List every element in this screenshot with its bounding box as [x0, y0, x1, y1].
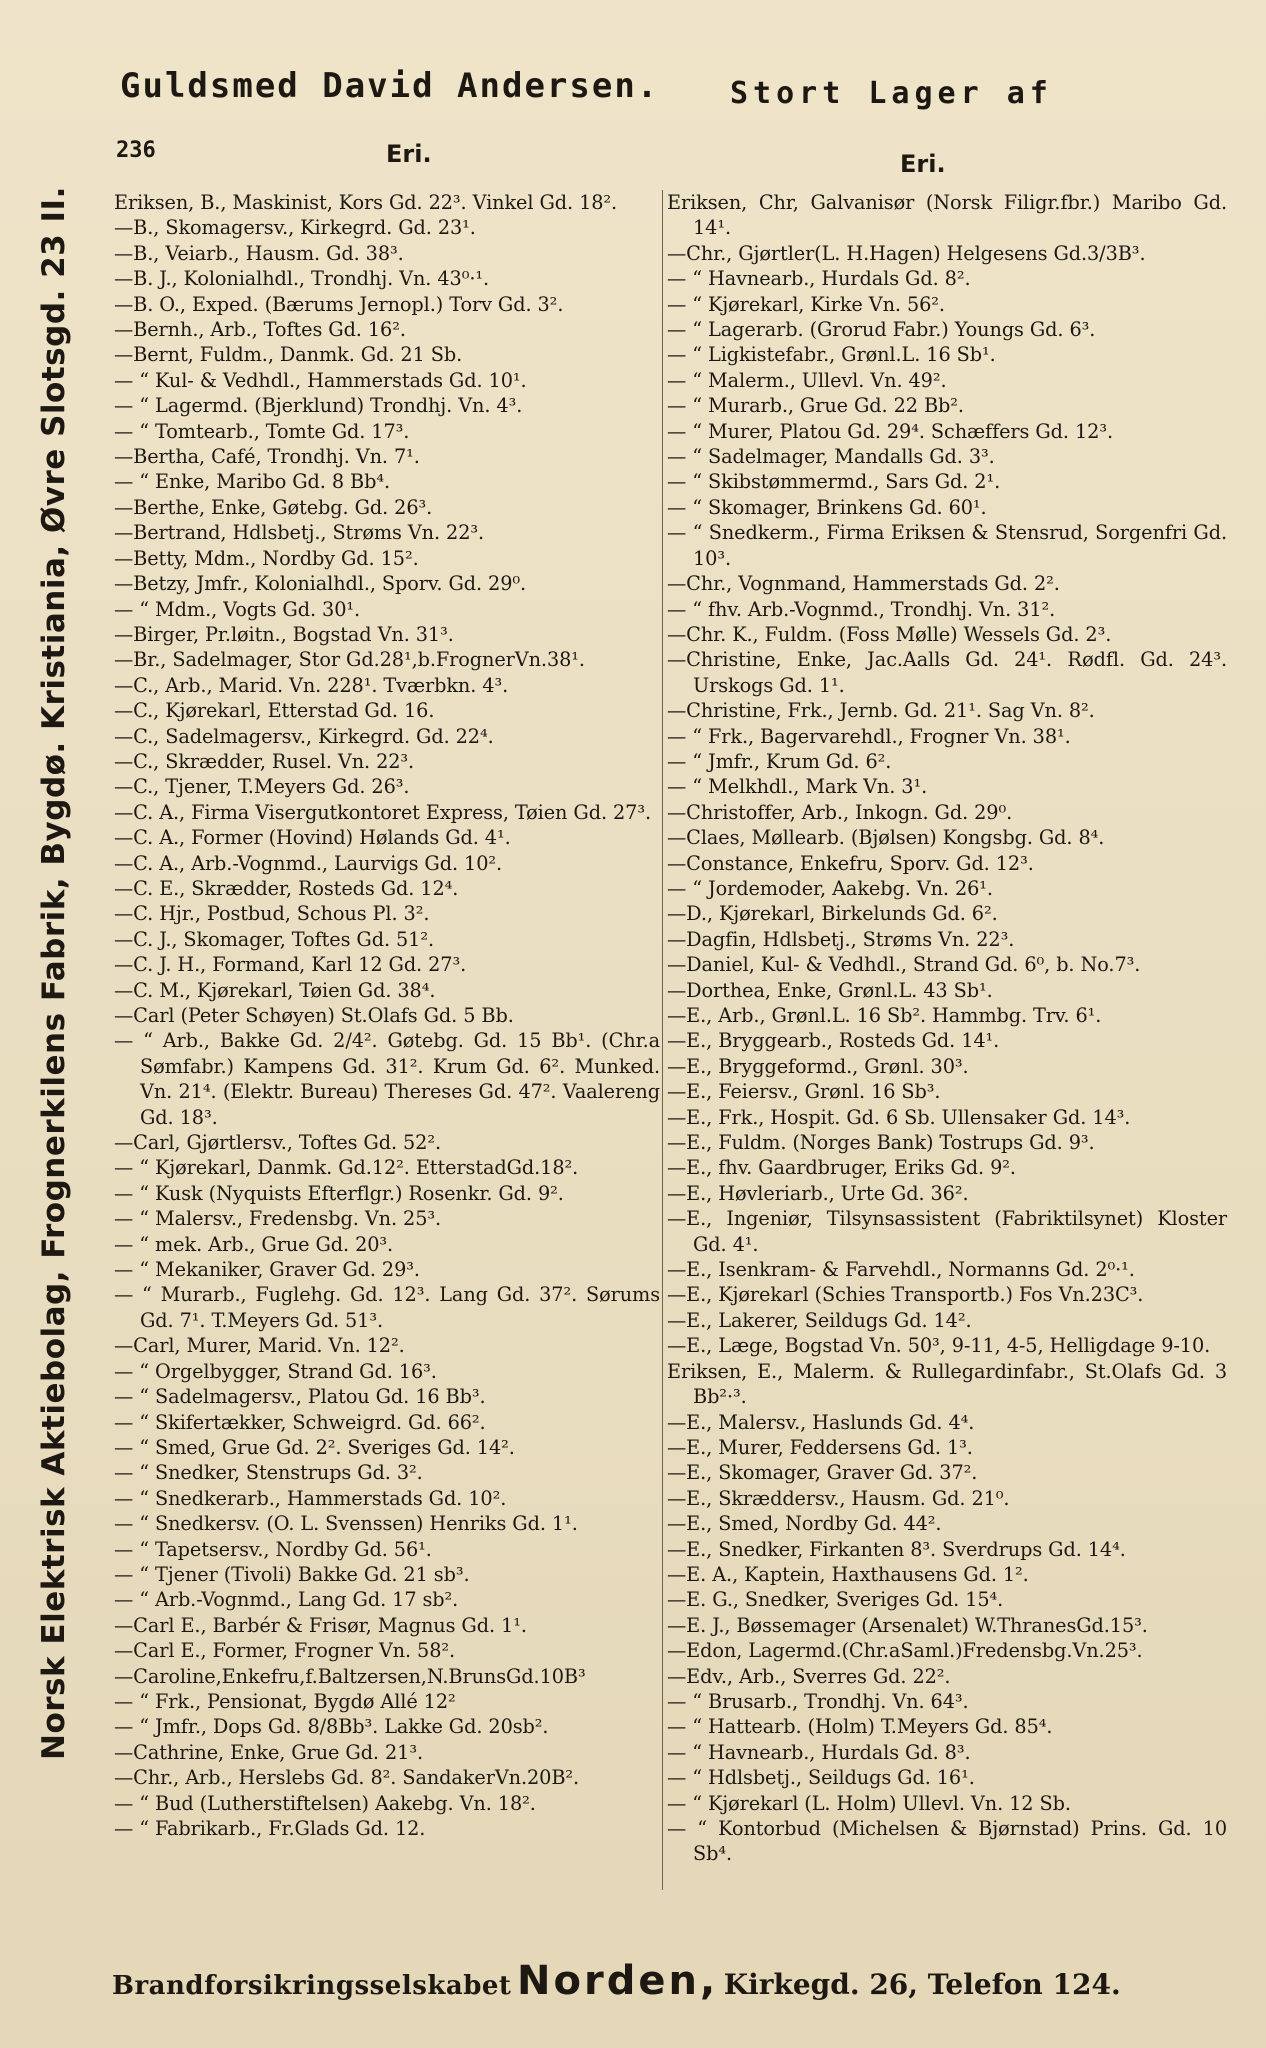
directory-entry: —E., Snedker, Firkanten 8³. Sverdrups Gd. 14⁴. — [667, 1537, 1126, 1561]
page-number: 236 — [116, 138, 156, 163]
directory-entry: —Chr., Arb., Herslebs Gd. 8². SandakerVn.20B². — [114, 1766, 580, 1790]
directory-entry: — “ Smed, Grue Gd. 2². Sveriges Gd. 14². — [114, 1435, 515, 1459]
directory-entry: — “ Frk., Bagervarehdl., Frogner Vn. 38¹. — [667, 724, 1071, 748]
directory-entry: — “ mek. Arb., Grue Gd. 20³. — [114, 1232, 394, 1256]
directory-entry: —E., Ingeniør, Tilsynsassistent (Fabriktilsynet) Kloster Gd. 4¹. — [667, 1207, 1227, 1256]
directory-entry: —E., Læge, Bogstad Vn. 50³, 9-11, 4-5, Helligdage 9-10. — [667, 1334, 1211, 1358]
directory-entry: — “ Melkhdl., Mark Vn. 3¹. — [667, 775, 928, 799]
directory-entry: —Birger, Pr.løitn., Bogstad Vn. 31³. — [114, 622, 454, 646]
directory-entry: —E. G., Snedker, Sveriges Gd. 15⁴. — [667, 1588, 1004, 1612]
directory-entry: Eriksen, B., Maskinist, Kors Gd. 22³. Vinkel Gd. 18². — [114, 191, 618, 214]
directory-entry: —Edon, Lagermd.(Chr.aSaml.)Fredensbg.Vn.25³. — [667, 1639, 1143, 1663]
directory-entry: — “ Kul- & Vedhdl., Hammerstads Gd. 10¹. — [114, 368, 527, 392]
directory-entry: —E. A., Kaptein, Haxthausens Gd. 1². — [667, 1562, 1029, 1586]
directory-entry: —Dagfin, Hdlsbetj., Strøms Vn. 22³. — [667, 927, 1015, 951]
directory-entry: — “ Kjørekarl, Kirke Vn. 56². — [667, 292, 945, 316]
directory-entry: —Christine, Frk., Jernb. Gd. 21¹. Sag Vn. 8². — [667, 699, 1095, 723]
directory-entry: — “ Lagermd. (Bjerklund) Trondhj. Vn. 4³. — [114, 394, 523, 418]
directory-entry: — “ Enke, Maribo Gd. 8 Bb⁴. — [114, 470, 391, 494]
directory-entry: — “ Murarb., Fuglehg. Gd. 12³. Lang Gd. 37². Sørums Gd. 7¹. T.Meyers Gd. 51³. — [114, 1283, 660, 1332]
directory-entry: — “ Jordemoder, Aakebg. Vn. 26¹. — [667, 876, 993, 900]
directory-entry: —Bertha, Café, Trondhj. Vn. 7¹. — [114, 445, 420, 469]
directory-entry: — “ Orgelbygger, Strand Gd. 16³. — [114, 1359, 437, 1383]
directory-entry: — “ Bud (Lutherstiftelsen) Aakebg. Vn. 18². — [114, 1791, 536, 1815]
directory-entry: —C. A., Firma Visergutkontoret Express, Tøien Gd. 27³. — [114, 800, 651, 824]
directory-entry: — “ Skifertækker, Schweigrd. Gd. 66². — [114, 1410, 486, 1434]
directory-entry: —Christine, Enke, Jac.Aalls Gd. 24¹. Rødfl. Gd. 24³. Urskogs Gd. 1¹. — [667, 648, 1227, 697]
directory-entry: —E., Feiersv., Grønl. 16 Sb³. — [667, 1080, 941, 1104]
directory-entry: —D., Kjørekarl, Birkelunds Gd. 6². — [667, 902, 998, 926]
directory-entry: —Cathrine, Enke, Grue Gd. 21³. — [114, 1740, 423, 1764]
directory-entry: —Bernt, Fuldm., Danmk. Gd. 21 Sb. — [114, 343, 463, 367]
directory-entry: —E. J., Bøssemager (Arsenalet) W.ThranesGd.15³. — [667, 1613, 1148, 1637]
directory-entry: — “ Snedkersv. (O. L. Svenssen) Henriks Gd. 1¹. — [114, 1512, 578, 1536]
directory-entry: —Bernh., Arb., Toftes Gd. 16². — [114, 318, 406, 342]
footer-ad-address: Kirkegd. 26, Telefon 124. — [723, 1968, 1121, 2001]
directory-entry: —E., Kjørekarl (Schies Transportb.) Fos Vn.23C³. — [667, 1283, 1144, 1307]
directory-entry: —Daniel, Kul- & Vedhdl., Strand Gd. 6⁰, b. No.7³. — [667, 953, 1141, 977]
directory-entry: — “ Skomager, Brinkens Gd. 60¹. — [667, 495, 987, 519]
directory-entry: —C. J. H., Formand, Karl 12 Gd. 27³. — [114, 953, 467, 977]
directory-entry: —Chr. K., Fuldm. (Foss Mølle) Wessels Gd. 2³. — [667, 622, 1112, 646]
column-divider — [662, 190, 663, 1890]
directory-entry: —Betty, Mdm., Nordby Gd. 15². — [114, 546, 419, 570]
directory-entry: —C. E., Skrædder, Rosteds Gd. 12⁴. — [114, 876, 459, 900]
directory-entry: —B. J., Kolonialhdl., Trondhj. Vn. 43⁰·¹. — [114, 267, 490, 291]
directory-entry: — “ Murarb., Grue Gd. 22 Bb². — [667, 394, 964, 418]
directory-entry: —C., Tjener, T.Meyers Gd. 26³. — [114, 775, 410, 799]
directory-entry: —Carl, Murer, Marid. Vn. 12². — [114, 1334, 405, 1358]
directory-entry: —B., Veiarb., Hausm. Gd. 38³. — [114, 241, 404, 265]
directory-entry: —Carl (Peter Schøyen) St.Olafs Gd. 5 Bb. — [114, 1004, 514, 1027]
directory-entry: —E., Lakerer, Seildugs Gd. 14². — [667, 1308, 972, 1332]
directory-entry: —Edv., Arb., Sverres Gd. 22². — [667, 1664, 951, 1688]
directory-entry: —Caroline,Enkefru,f.Baltzersen,N.BrunsGd.10B³ — [114, 1664, 586, 1688]
directory-entry: —Claes, Møllearb. (Bjølsen) Kongsbg. Gd. 8⁴. — [667, 826, 1105, 850]
directory-entry: —Berthe, Enke, Gøtebg. Gd. 26³. — [114, 495, 433, 519]
directory-entry: —Betzy, Jmfr., Kolonialhdl., Sporv. Gd. 29⁰. — [114, 572, 527, 596]
directory-entry: — “ Malersv., Fredensbg. Vn. 25³. — [114, 1207, 442, 1231]
header-ad-right: Stort Lager af — [730, 76, 1053, 111]
directory-entry: —C. Hjr., Postbud, Schous Pl. 3². — [114, 902, 430, 926]
directory-entry: — “ Tapetsersv., Nordby Gd. 56¹. — [114, 1537, 432, 1561]
header-advertisement — [120, 66, 1180, 111]
directory-entry: —C., Sadelmagersv., Kirkegrd. Gd. 22⁴. — [114, 724, 494, 748]
directory-entry: —C., Skrædder, Rusel. Vn. 22³. — [114, 749, 415, 773]
directory-entry: — “ Mdm., Vogts Gd. 30¹. — [114, 597, 361, 621]
directory-entry: —Chr., Gjørtler(L. H.Hagen) Helgesens Gd.3/3B³. — [667, 241, 1146, 265]
directory-entry: Eriksen, E., Malerm. & Rullegardinfabr., St.Olafs Gd. 3 Bb²·³. — [667, 1359, 1227, 1409]
directory-entry: Eriksen, Chr, Galvanisør (Norsk Filigr.fbr.) Maribo Gd. 14¹. — [667, 191, 1227, 240]
directory-entry: — “ Malerm., Ullevl. Vn. 49². — [667, 368, 947, 392]
directory-entry: —Br., Sadelmager, Stor Gd.28¹,b.FrognerVn.38¹. — [114, 648, 585, 672]
directory-entry: —E., Smed, Nordby Gd. 44². — [667, 1512, 942, 1536]
directory-entry: — “ Kjørekarl, Danmk. Gd.12². EtterstadGd.18². — [114, 1156, 579, 1180]
directory-entry: — “ Snedkerarb., Hammerstads Gd. 10². — [114, 1486, 507, 1510]
directory-entry: —Carl E., Former, Frogner Vn. 58². — [114, 1639, 456, 1663]
directory-entry: — “ Hattearb. (Holm) T.Meyers Gd. 85⁴. — [667, 1715, 1053, 1739]
directory-entry: — “ Brusarb., Trondhj. Vn. 64³. — [667, 1689, 969, 1713]
directory-entry: —C., Kjørekarl, Etterstad Gd. 16. — [114, 699, 435, 723]
directory-entry: — “ Murer, Platou Gd. 29⁴. Schæffers Gd. 12³. — [667, 419, 1113, 443]
running-head-right: Eri. — [900, 150, 946, 178]
directory-entry: —E., Bryggearb., Rosteds Gd. 14¹. — [667, 1029, 1000, 1053]
directory-entry: — “ Ligkistefabr., Grønl.L. 16 Sb¹. — [667, 343, 996, 367]
directory-entry: —E., Bryggeformd., Grønl. 30³. — [667, 1054, 969, 1078]
directory-entry: — “ Fabrikarb., Fr.Glads Gd. 12. — [114, 1817, 426, 1840]
directory-entry: — “ Kjørekarl (L. Holm) Ullevl. Vn. 12 Sb. — [667, 1791, 1071, 1815]
directory-entry: —E., fhv. Gaardbruger, Eriks Gd. 9². — [667, 1156, 1016, 1180]
directory-entry: — “ fhv. Arb.-Vognmd., Trondhj. Vn. 31². — [667, 597, 1056, 621]
directory-entry: —E., Frk., Hospit. Gd. 6 Sb. Ullensaker Gd. 14³. — [667, 1105, 1131, 1129]
directory-entry: — “ Mekaniker, Graver Gd. 29³. — [114, 1258, 420, 1282]
directory-entry: — “ Havnearb., Hurdals Gd. 8². — [667, 267, 971, 291]
footer-ad-company: Brandforsikringsselskabet — [112, 1971, 512, 2001]
directory-entry: — “ Tomtearb., Tomte Gd. 17³. — [114, 419, 410, 443]
directory-entry: —C., Arb., Marid. Vn. 228¹. Tværbkn. 4³. — [114, 673, 509, 697]
directory-entry: —E., Arb., Grønl.L. 16 Sb². Hammbg. Trv. 6¹. — [667, 1004, 1102, 1027]
footer-ad-name: Norden, — [517, 1958, 719, 2004]
directory-entry: —E., Malersv., Haslunds Gd. 4⁴. — [667, 1410, 975, 1434]
directory-entry: —Carl, Gjørtlersv., Toftes Gd. 52². — [114, 1131, 441, 1155]
running-head-left: Eri. — [386, 140, 432, 168]
directory-entry: — “ Arb., Bakke Gd. 2/4². Gøtebg. Gd. 15 Bb¹. (Chr.a Sømfabr.) Kampens Gd. 31². Krum Gd. 6². Munked. Vn. 21⁴. (Elektr. Bureau) Thereses Gd. 47². Vaalereng Gd. 18³. — [114, 1029, 660, 1129]
left-column — [114, 190, 660, 1841]
directory-entry: — “ Sadelmagersv., Platou Gd. 16 Bb³. — [114, 1385, 486, 1409]
header-ad-left: Guldsmed David Andersen. — [120, 66, 660, 106]
side-advertisement: Norsk Elektrisk Aktiebolag, Frognerkilens Fabrik, Bygdø. Kristiania, Øvre Slotsgd. 23 II. — [36, 186, 72, 1760]
directory-entry: — “ Hdlsbetj., Seildugs Gd. 16¹. — [667, 1766, 975, 1790]
directory-entry: —B. O., Exped. (Bærums Jernopl.) Torv Gd. 3². — [114, 292, 564, 316]
directory-entry: —C. A., Arb.-Vognmd., Laurvigs Gd. 10². — [114, 851, 503, 875]
directory-entry: — “ Frk., Pensionat, Bygdø Allé 12² — [114, 1689, 456, 1713]
directory-entry: —Chr., Vognmand, Hammerstads Gd. 2². — [667, 572, 1060, 596]
directory-entry: — “ Jmfr., Dops Gd. 8/8Bb³. Lakke Gd. 20sb². — [114, 1715, 549, 1739]
directory-entry: — “ Kusk (Nyquists Efterflgr.) Rosenkr. Gd. 9². — [114, 1181, 564, 1205]
directory-entry: — “ Sadelmager, Mandalls Gd. 3³. — [667, 445, 995, 469]
directory-entry: — “ Snedker, Stenstrups Gd. 3². — [114, 1461, 423, 1485]
directory-entry: —E., Skomager, Graver Gd. 37². — [667, 1461, 978, 1485]
directory-entry: —Carl E., Barbér & Frisør, Magnus Gd. 1¹. — [114, 1613, 527, 1637]
directory-entry: —E., Murer, Feddersens Gd. 1³. — [667, 1435, 973, 1459]
directory-entry: —B., Skomagersv., Kirkegrd. Gd. 23¹. — [114, 216, 476, 240]
directory-entry: —C. M., Kjørekarl, Tøien Gd. 38⁴. — [114, 978, 436, 1002]
directory-entry: —E., Skræddersv., Hausm. Gd. 21⁰. — [667, 1486, 1010, 1510]
right-column — [667, 190, 1227, 1867]
directory-entry: — “ Skibstømmermd., Sars Gd. 2¹. — [667, 470, 1001, 494]
directory-entry: —Dorthea, Enke, Grønl.L. 43 Sb¹. — [667, 978, 993, 1002]
directory-entry: —C. A., Former (Hovind) Hølands Gd. 4¹. — [114, 826, 511, 850]
directory-entry: — “ Lagerarb. (Grorud Fabr.) Youngs Gd. 6³. — [667, 318, 1096, 342]
directory-entry: — “ Havnearb., Hurdals Gd. 8³. — [667, 1740, 971, 1764]
directory-entry: —Christoffer, Arb., Inkogn. Gd. 29⁰. — [667, 800, 1013, 824]
directory-entry: —E., Fuldm. (Norges Bank) Tostrups Gd. 9³. — [667, 1131, 1095, 1155]
directory-entry: —E., Isenkram- & Farvehdl., Normanns Gd. 2⁰·¹. — [667, 1258, 1135, 1282]
directory-entry: — “ Kontorbud (Michelsen & Bjørnstad) Prins. Gd. 10 Sb⁴. — [667, 1817, 1227, 1866]
directory-entry: —C. J., Skomager, Toftes Gd. 51². — [114, 927, 434, 951]
footer-advertisement — [112, 1958, 1232, 2004]
directory-entry: —Bertrand, Hdlsbetj., Strøms Vn. 22³. — [114, 521, 485, 545]
directory-entry: — “ Jmfr., Krum Gd. 6². — [667, 749, 892, 773]
directory-entry: —Constance, Enkefru, Sporv. Gd. 12³. — [667, 851, 1034, 875]
directory-entry: — “ Arb.-Vognmd., Lang Gd. 17 sb². — [114, 1588, 459, 1612]
directory-entry: — “ Tjener (Tivoli) Bakke Gd. 21 sb³. — [114, 1562, 470, 1586]
directory-entry: —E., Høvleriarb., Urte Gd. 36². — [667, 1181, 969, 1205]
directory-entry: — “ Snedkerm., Firma Eriksen & Stensrud, Sorgenfri Gd. 10³. — [667, 521, 1227, 570]
